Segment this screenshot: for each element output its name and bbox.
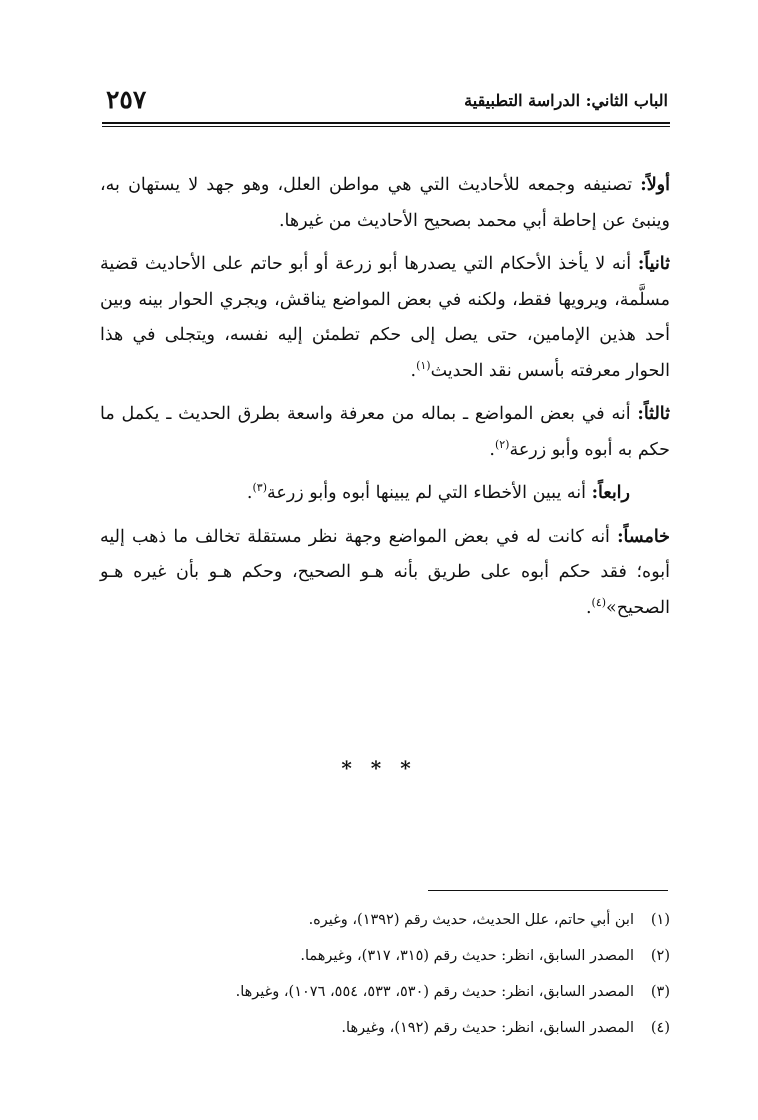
footnote-divider xyxy=(428,890,668,891)
paragraph-second xyxy=(100,247,670,389)
paragraph-tail: . xyxy=(246,483,253,503)
footnote-reference[interactable]: (٢) xyxy=(494,437,510,451)
paragraph-text: أنه في بعض المواضع ـ بماله من معرفة واسعة بطرق الحديث ـ يكمل ما حكم به أبوه وأبو زرعة xyxy=(100,404,670,460)
footnote-text: المصدر السابق، انظر: حديث رقم (٥٣٠، ٥٣٣، ٥٥٤، ١٠٧٦)، وغيرها. xyxy=(235,984,634,1000)
section-separator: * * * xyxy=(341,756,417,780)
footnote-reference[interactable]: (١) xyxy=(416,358,431,372)
header-divider xyxy=(102,122,670,127)
paragraph-third xyxy=(100,397,670,468)
paragraph-text: أنه لا يأخذ الأحكام التي يصدرها أبو زرعة أو أبو حاتم على الأحاديث قضية مسلَّمة، ويرويها فقط، ولكنه في بعض المواضع يناقش، ويجري الحوار بينه وبين أحد هذين الإمامين، حتى يصل إلى حكم تطمئن إليه نفسه، ويتجلى في هذا الحوار معرفته بأسس نقد الحديث xyxy=(100,254,670,381)
footnote-text: ابن أبي حاتم، علل الحديث، حديث رقم (١٣٩٢)، وغيره. xyxy=(308,912,634,928)
footnote-text: المصدر السابق، انظر: حديث رقم (٣١٥، ٣١٧)، وغيرهما. xyxy=(300,948,634,964)
paragraph-lead: ثالثاً: xyxy=(637,404,670,424)
paragraph-first xyxy=(100,168,670,239)
paragraph-lead: خامساً: xyxy=(617,526,670,547)
footnote-reference[interactable]: (٣) xyxy=(252,481,268,495)
paragraph-lead: ثانياً: xyxy=(637,254,670,274)
main-text xyxy=(100,168,670,634)
footnote-number: (٤) xyxy=(650,1020,670,1036)
footnote-item xyxy=(100,974,670,1010)
footnote-number: (١) xyxy=(650,912,670,928)
paragraph-tail: . xyxy=(585,597,592,618)
paragraph-tail: . xyxy=(410,360,417,381)
footnote-number: (٢) xyxy=(650,948,670,964)
page-header xyxy=(106,86,668,118)
chapter-title: الباب الثاني: الدراسة التطبيقية xyxy=(464,91,668,110)
paragraph-lead: أولاً: xyxy=(640,175,670,195)
footnotes-list xyxy=(100,902,670,1046)
footnote-text: المصدر السابق، انظر: حديث رقم (١٩٢)، وغيرها. xyxy=(341,1020,634,1036)
footnote-item xyxy=(100,902,670,938)
footnote-item xyxy=(100,938,670,974)
paragraph-text: أنه كانت له في بعض المواضع وجهة نظر مستقلة تخالف ما ذهب إليه أبوه؛ فقد حكم أبوه على طريق بأنه هـو الصحيح، وحكم هـو بأن غيره هـو الصحيح» xyxy=(100,526,670,618)
footnote-number: (٣) xyxy=(650,984,670,1000)
paragraph-text: تصنيفه وجمعه للأحاديث التي هي مواطن العلل، وهو جهد لا يستهان به، وينبئ عن إحاطة أبي محمد بصحيح الأحاديث من غيرها. xyxy=(100,175,670,231)
footnote-reference[interactable]: (٤) xyxy=(591,595,607,609)
paragraph-tail: . xyxy=(489,439,495,460)
paragraph-fourth xyxy=(100,476,670,512)
paragraph-fifth xyxy=(100,520,670,627)
paragraph-text: أنه يبين الأخطاء التي لم يبينها أبوه وأبو زرعة xyxy=(267,483,592,503)
paragraph-lead: رابعاً: xyxy=(591,483,630,503)
page-number: ٢٥٧ xyxy=(106,85,147,114)
footnote-item xyxy=(100,1010,670,1046)
